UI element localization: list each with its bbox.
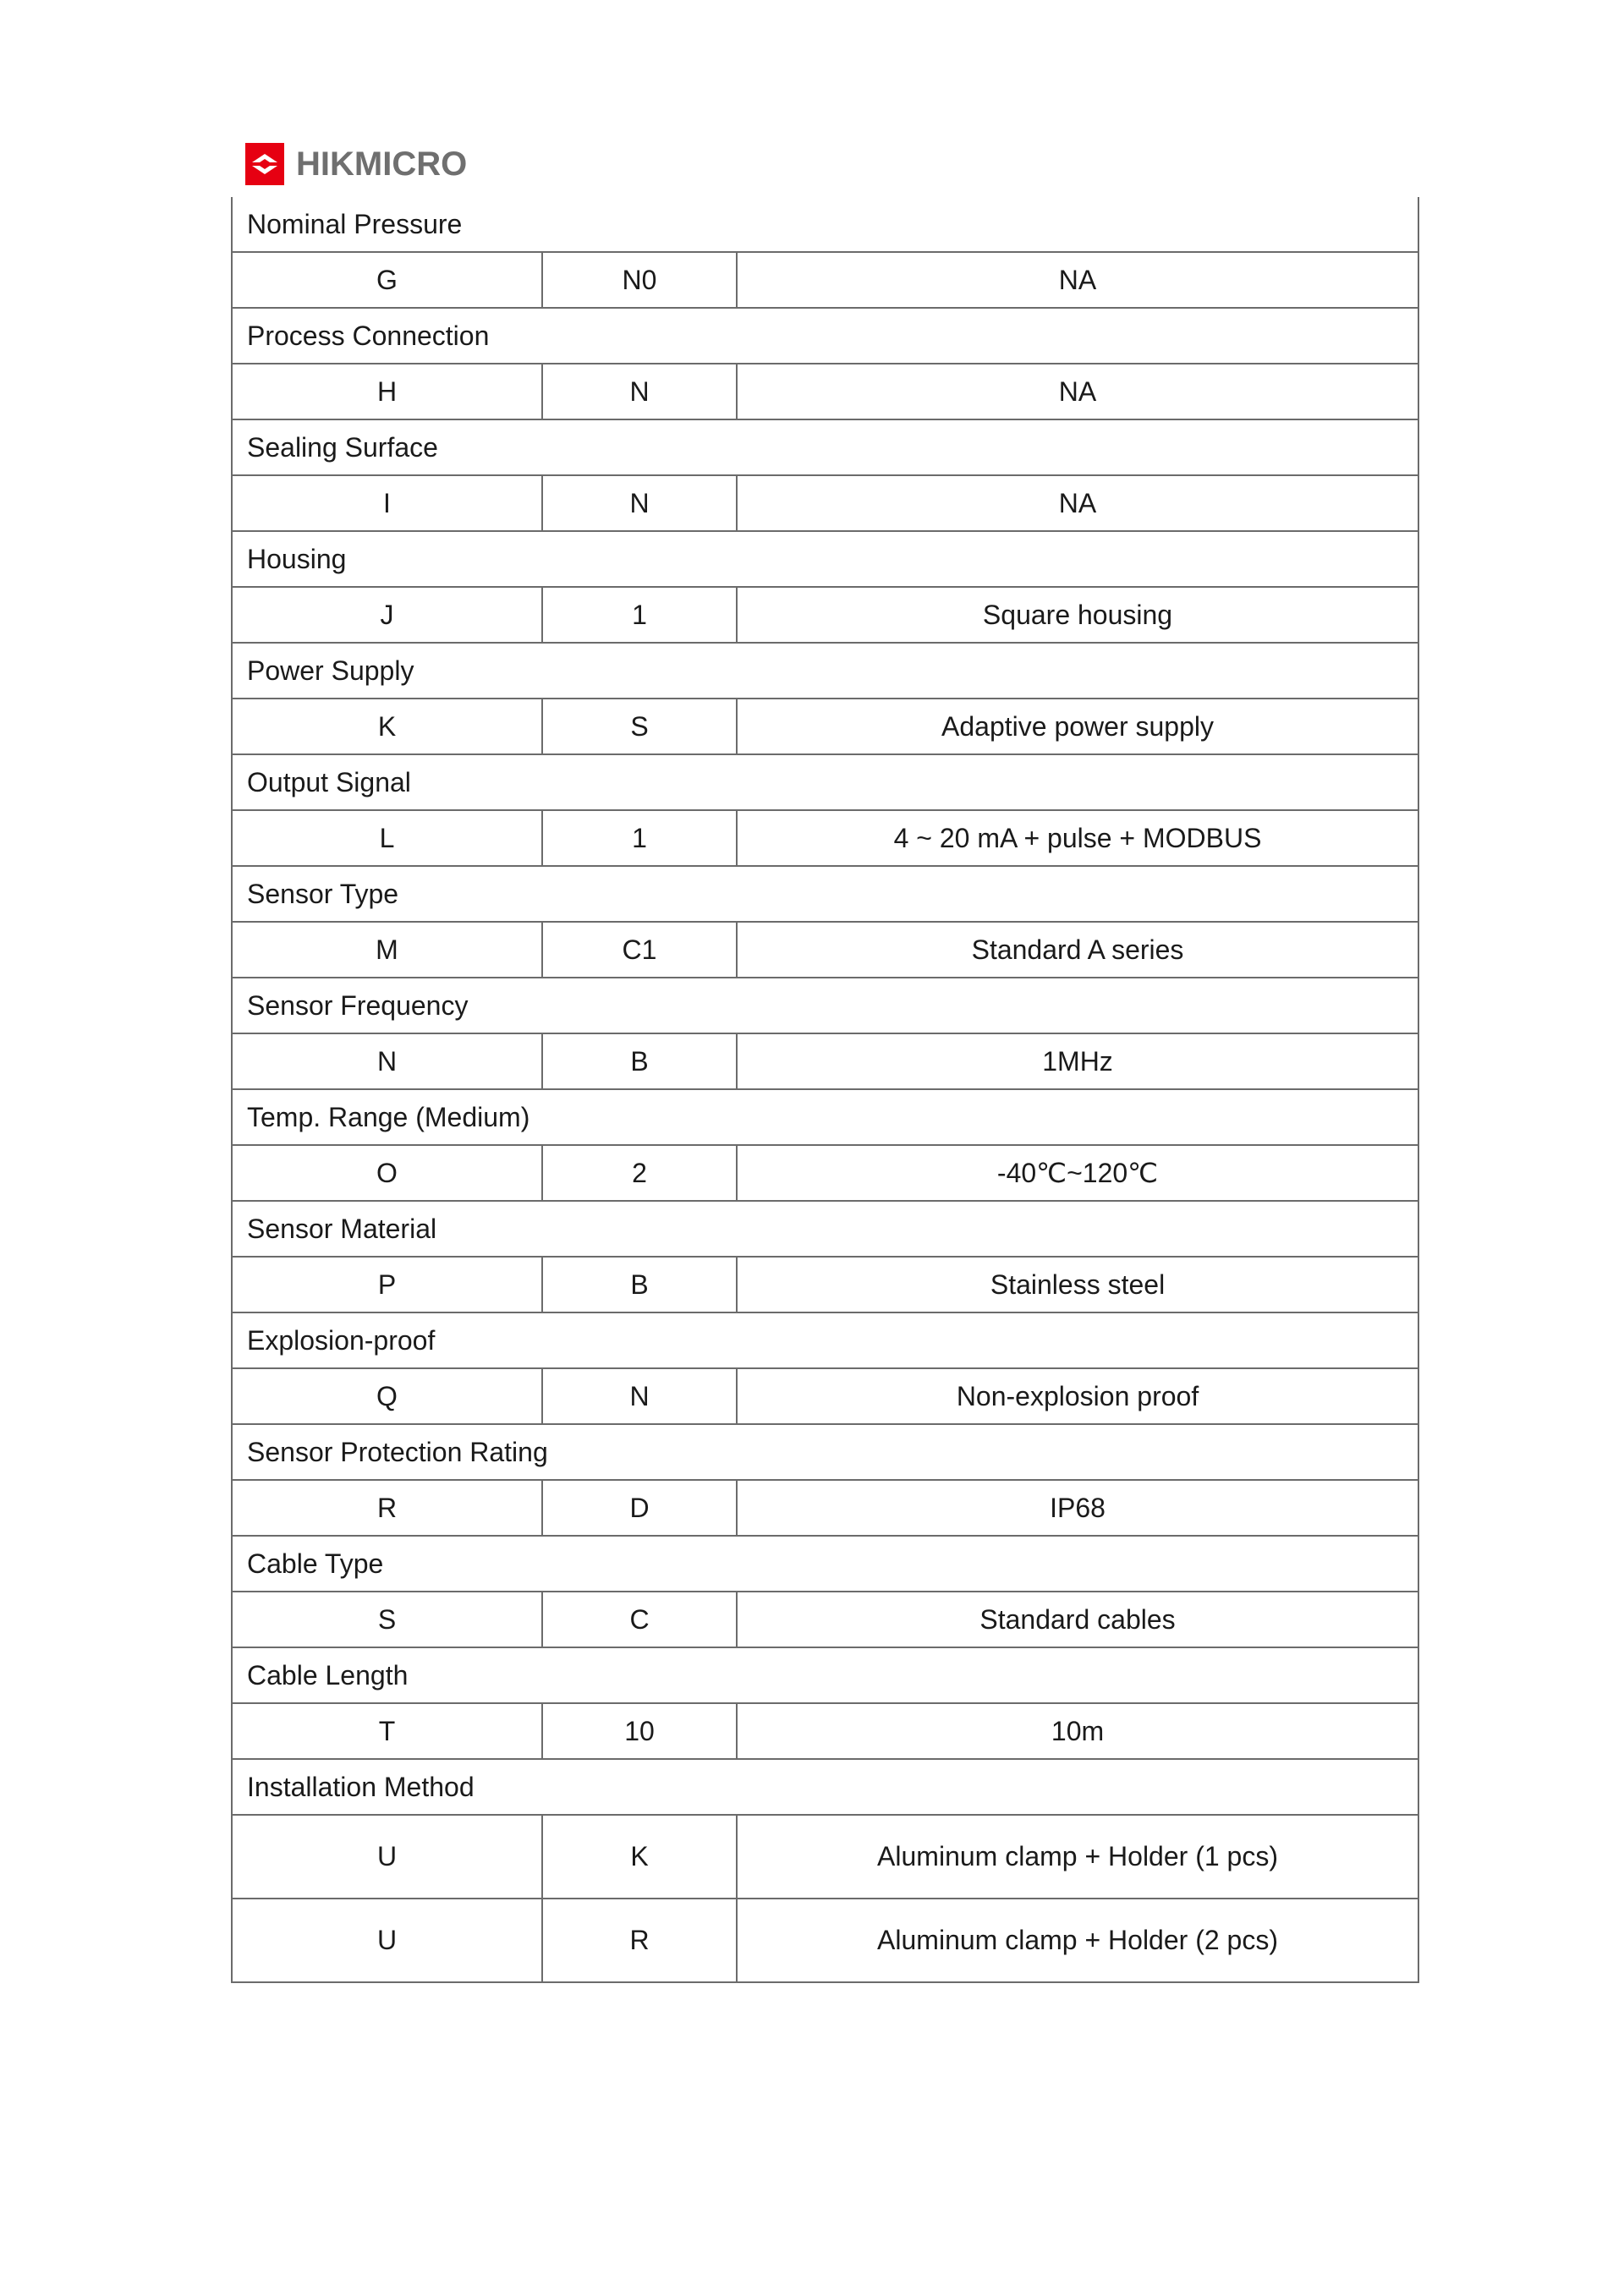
- option-value-cell: C1: [542, 922, 737, 978]
- table-row: [232, 364, 1418, 419]
- option-description-cell: 4 ~ 20 mA + pulse + MODBUS: [737, 810, 1418, 866]
- option-code-cell: H: [232, 364, 542, 419]
- section-header-row: [232, 1536, 1418, 1592]
- section-title: Output Signal: [232, 754, 1418, 810]
- section-title: Housing: [232, 531, 1418, 587]
- section-title: Sensor Material: [232, 1201, 1418, 1257]
- section-title: Cable Length: [232, 1647, 1418, 1703]
- table-row: [232, 1899, 1418, 1982]
- option-description-cell: Square housing: [737, 587, 1418, 643]
- section-header-row: [232, 978, 1418, 1033]
- option-code-cell: U: [232, 1815, 542, 1899]
- option-code-cell: O: [232, 1145, 542, 1201]
- option-value-cell: R: [542, 1899, 737, 1982]
- option-description-cell: Aluminum clamp + Holder (2 pcs): [737, 1899, 1418, 1982]
- option-description-cell: NA: [737, 475, 1418, 531]
- table-row: [232, 1257, 1418, 1312]
- option-code-cell: Q: [232, 1368, 542, 1424]
- option-description-cell: Non-explosion proof: [737, 1368, 1418, 1424]
- option-value-cell: 2: [542, 1145, 737, 1201]
- option-value-cell: 10: [542, 1703, 737, 1759]
- option-value-cell: S: [542, 699, 737, 754]
- table-row: [232, 587, 1418, 643]
- table-row: [232, 1368, 1418, 1424]
- option-value-cell: 1: [542, 587, 737, 643]
- section-title: Nominal Pressure: [232, 197, 1418, 252]
- section-header-row: [232, 197, 1418, 252]
- option-code-cell: S: [232, 1592, 542, 1647]
- option-code-cell: J: [232, 587, 542, 643]
- option-code-cell: P: [232, 1257, 542, 1312]
- table-row: [232, 475, 1418, 531]
- option-value-cell: K: [542, 1815, 737, 1899]
- brand-name: HIKMICRO: [296, 145, 468, 183]
- section-title: Sensor Type: [232, 866, 1418, 922]
- section-header-row: [232, 1647, 1418, 1703]
- section-header-row: [232, 1424, 1418, 1480]
- section-header-row: [232, 308, 1418, 364]
- section-title: Process Connection: [232, 308, 1418, 364]
- section-header-row: [232, 643, 1418, 699]
- option-value-cell: N: [542, 475, 737, 531]
- section-header-row: [232, 531, 1418, 587]
- section-title: Cable Type: [232, 1536, 1418, 1592]
- option-description-cell: Adaptive power supply: [737, 699, 1418, 754]
- option-code-cell: N: [232, 1033, 542, 1089]
- option-description-cell: NA: [737, 252, 1418, 308]
- specification-table: [231, 197, 1419, 1983]
- brand-logo: [245, 142, 467, 186]
- table-row: [232, 1815, 1418, 1899]
- option-description-cell: Standard cables: [737, 1592, 1418, 1647]
- option-code-cell: L: [232, 810, 542, 866]
- section-header-row: [232, 419, 1418, 475]
- table-row: [232, 810, 1418, 866]
- option-value-cell: D: [542, 1480, 737, 1536]
- option-value-cell: N: [542, 364, 737, 419]
- section-title: Sealing Surface: [232, 419, 1418, 475]
- option-value-cell: 1: [542, 810, 737, 866]
- section-title: Temp. Range (Medium): [232, 1089, 1418, 1145]
- table-row: [232, 922, 1418, 978]
- option-description-cell: Standard A series: [737, 922, 1418, 978]
- option-description-cell: 1MHz: [737, 1033, 1418, 1089]
- hikmicro-logo-icon: [245, 143, 284, 185]
- option-code-cell: R: [232, 1480, 542, 1536]
- option-code-cell: M: [232, 922, 542, 978]
- option-code-cell: I: [232, 475, 542, 531]
- section-header-row: [232, 1201, 1418, 1257]
- option-code-cell: G: [232, 252, 542, 308]
- option-value-cell: B: [542, 1257, 737, 1312]
- section-title: Sensor Protection Rating: [232, 1424, 1418, 1480]
- option-value-cell: N: [542, 1368, 737, 1424]
- section-header-row: [232, 1312, 1418, 1368]
- option-value-cell: B: [542, 1033, 737, 1089]
- section-title: Installation Method: [232, 1759, 1418, 1815]
- option-value-cell: C: [542, 1592, 737, 1647]
- option-description-cell: Stainless steel: [737, 1257, 1418, 1312]
- table-row: [232, 699, 1418, 754]
- section-title: Sensor Frequency: [232, 978, 1418, 1033]
- section-header-row: [232, 866, 1418, 922]
- section-title: Power Supply: [232, 643, 1418, 699]
- table-row: [232, 1480, 1418, 1536]
- option-description-cell: IP68: [737, 1480, 1418, 1536]
- option-code-cell: K: [232, 699, 542, 754]
- section-header-row: [232, 754, 1418, 810]
- option-value-cell: N0: [542, 252, 737, 308]
- section-header-row: [232, 1759, 1418, 1815]
- table-row: [232, 1145, 1418, 1201]
- table-row: [232, 1592, 1418, 1647]
- table-row: [232, 252, 1418, 308]
- option-description-cell: Aluminum clamp + Holder (1 pcs): [737, 1815, 1418, 1899]
- table-row: [232, 1703, 1418, 1759]
- option-description-cell: -40℃~120℃: [737, 1145, 1418, 1201]
- section-header-row: [232, 1089, 1418, 1145]
- option-code-cell: T: [232, 1703, 542, 1759]
- option-description-cell: 10m: [737, 1703, 1418, 1759]
- table-row: [232, 1033, 1418, 1089]
- option-description-cell: NA: [737, 364, 1418, 419]
- section-title: Explosion-proof: [232, 1312, 1418, 1368]
- option-code-cell: U: [232, 1899, 542, 1982]
